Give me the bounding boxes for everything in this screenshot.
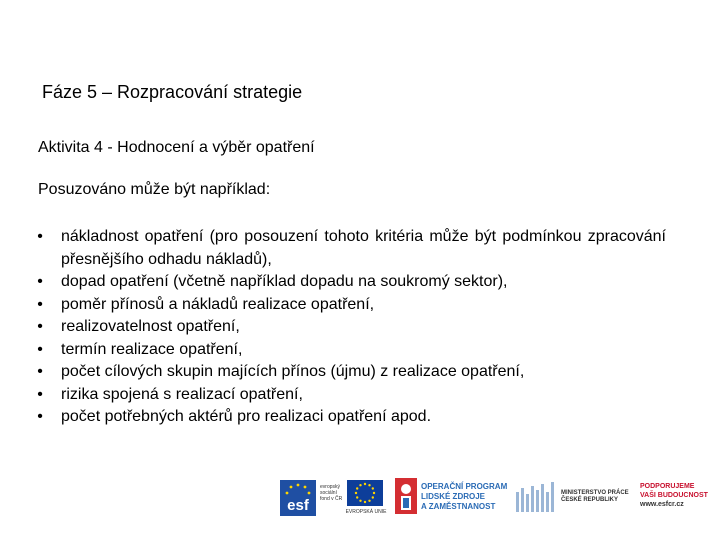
op-logo-icon: [395, 478, 417, 514]
bullet: •: [37, 273, 43, 290]
esf-caption: [320, 484, 350, 502]
eu-flag-icon: [347, 480, 383, 506]
intro-text: Posuzováno může být například:: [38, 181, 271, 198]
list-item: [30, 339, 666, 362]
mpsv-line: ČESKÉ REPUBLIKY: [561, 497, 619, 503]
bullet: •: [37, 363, 43, 380]
criteria-list: [30, 226, 666, 429]
list-item: [30, 271, 666, 294]
list-item-text: počet potřebných aktérů pro realizaci opatření apod.: [61, 408, 432, 425]
esf-logo: [280, 480, 316, 516]
op-program-name: [421, 482, 511, 512]
mpsv-logo-icon: [514, 478, 558, 516]
list-item: [30, 361, 666, 384]
support-line: PODPORUJEME: [640, 483, 695, 490]
op-line: A ZAMĚSTNANOST: [421, 502, 496, 511]
list-item: [30, 384, 666, 407]
slide-title: Fáze 5 – Rozpracování strategie: [42, 82, 303, 102]
support-line: VAŠI BUDOUCNOST: [640, 492, 708, 499]
list-item: [30, 294, 666, 317]
list-item: [30, 316, 666, 339]
list-item-text: počet cílových skupin majících přínos (újmu) z realizace opatření,: [61, 363, 525, 380]
support-url: www.esfcr.cz: [640, 501, 684, 508]
list-item-text: rizika spojená s realizací opatření,: [61, 385, 303, 403]
bullet: •: [37, 318, 43, 335]
bullet: •: [37, 295, 43, 313]
list-item-text: dopad opatření (včetně například dopadu na soukromý sektor),: [61, 273, 508, 290]
list-item-text: realizovatelnost opatření,: [61, 318, 240, 335]
list-item-text: nákladnost opatření (pro posouzení tohoto kritéria může být podmínkou zpracování přesnějšího odhadu nákladů),: [61, 228, 666, 268]
bullet: •: [37, 408, 43, 425]
bullet: •: [37, 228, 43, 245]
esf-caption-line: sociální: [320, 490, 337, 496]
mpsv-line: MINISTERSTVO PRÁCE: [561, 490, 629, 496]
activity-heading: Aktivita 4 - Hodnocení a výběr opatření: [38, 139, 315, 156]
eu-caption: EVROPSKÁ UNIE: [345, 509, 387, 515]
esf-caption-line: fond v ČR: [320, 496, 343, 502]
list-item: [30, 406, 666, 429]
funding-logos: [0, 472, 720, 532]
op-line: OPERAČNÍ PROGRAM: [421, 482, 508, 491]
esf-caption-line: evropský: [320, 484, 341, 490]
list-item-text: poměr přínosů a nákladů realizace opatření,: [61, 295, 375, 313]
support-slogan: [640, 482, 718, 509]
bullet: •: [37, 385, 43, 403]
bullet: •: [37, 340, 43, 358]
list-item-text: termín realizace opatření,: [61, 340, 243, 358]
esf-mark-text: esf: [287, 497, 309, 514]
mpsv-name: [561, 490, 639, 504]
op-line: LIDSKÉ ZDROJE: [421, 492, 486, 501]
list-item: [30, 226, 666, 271]
